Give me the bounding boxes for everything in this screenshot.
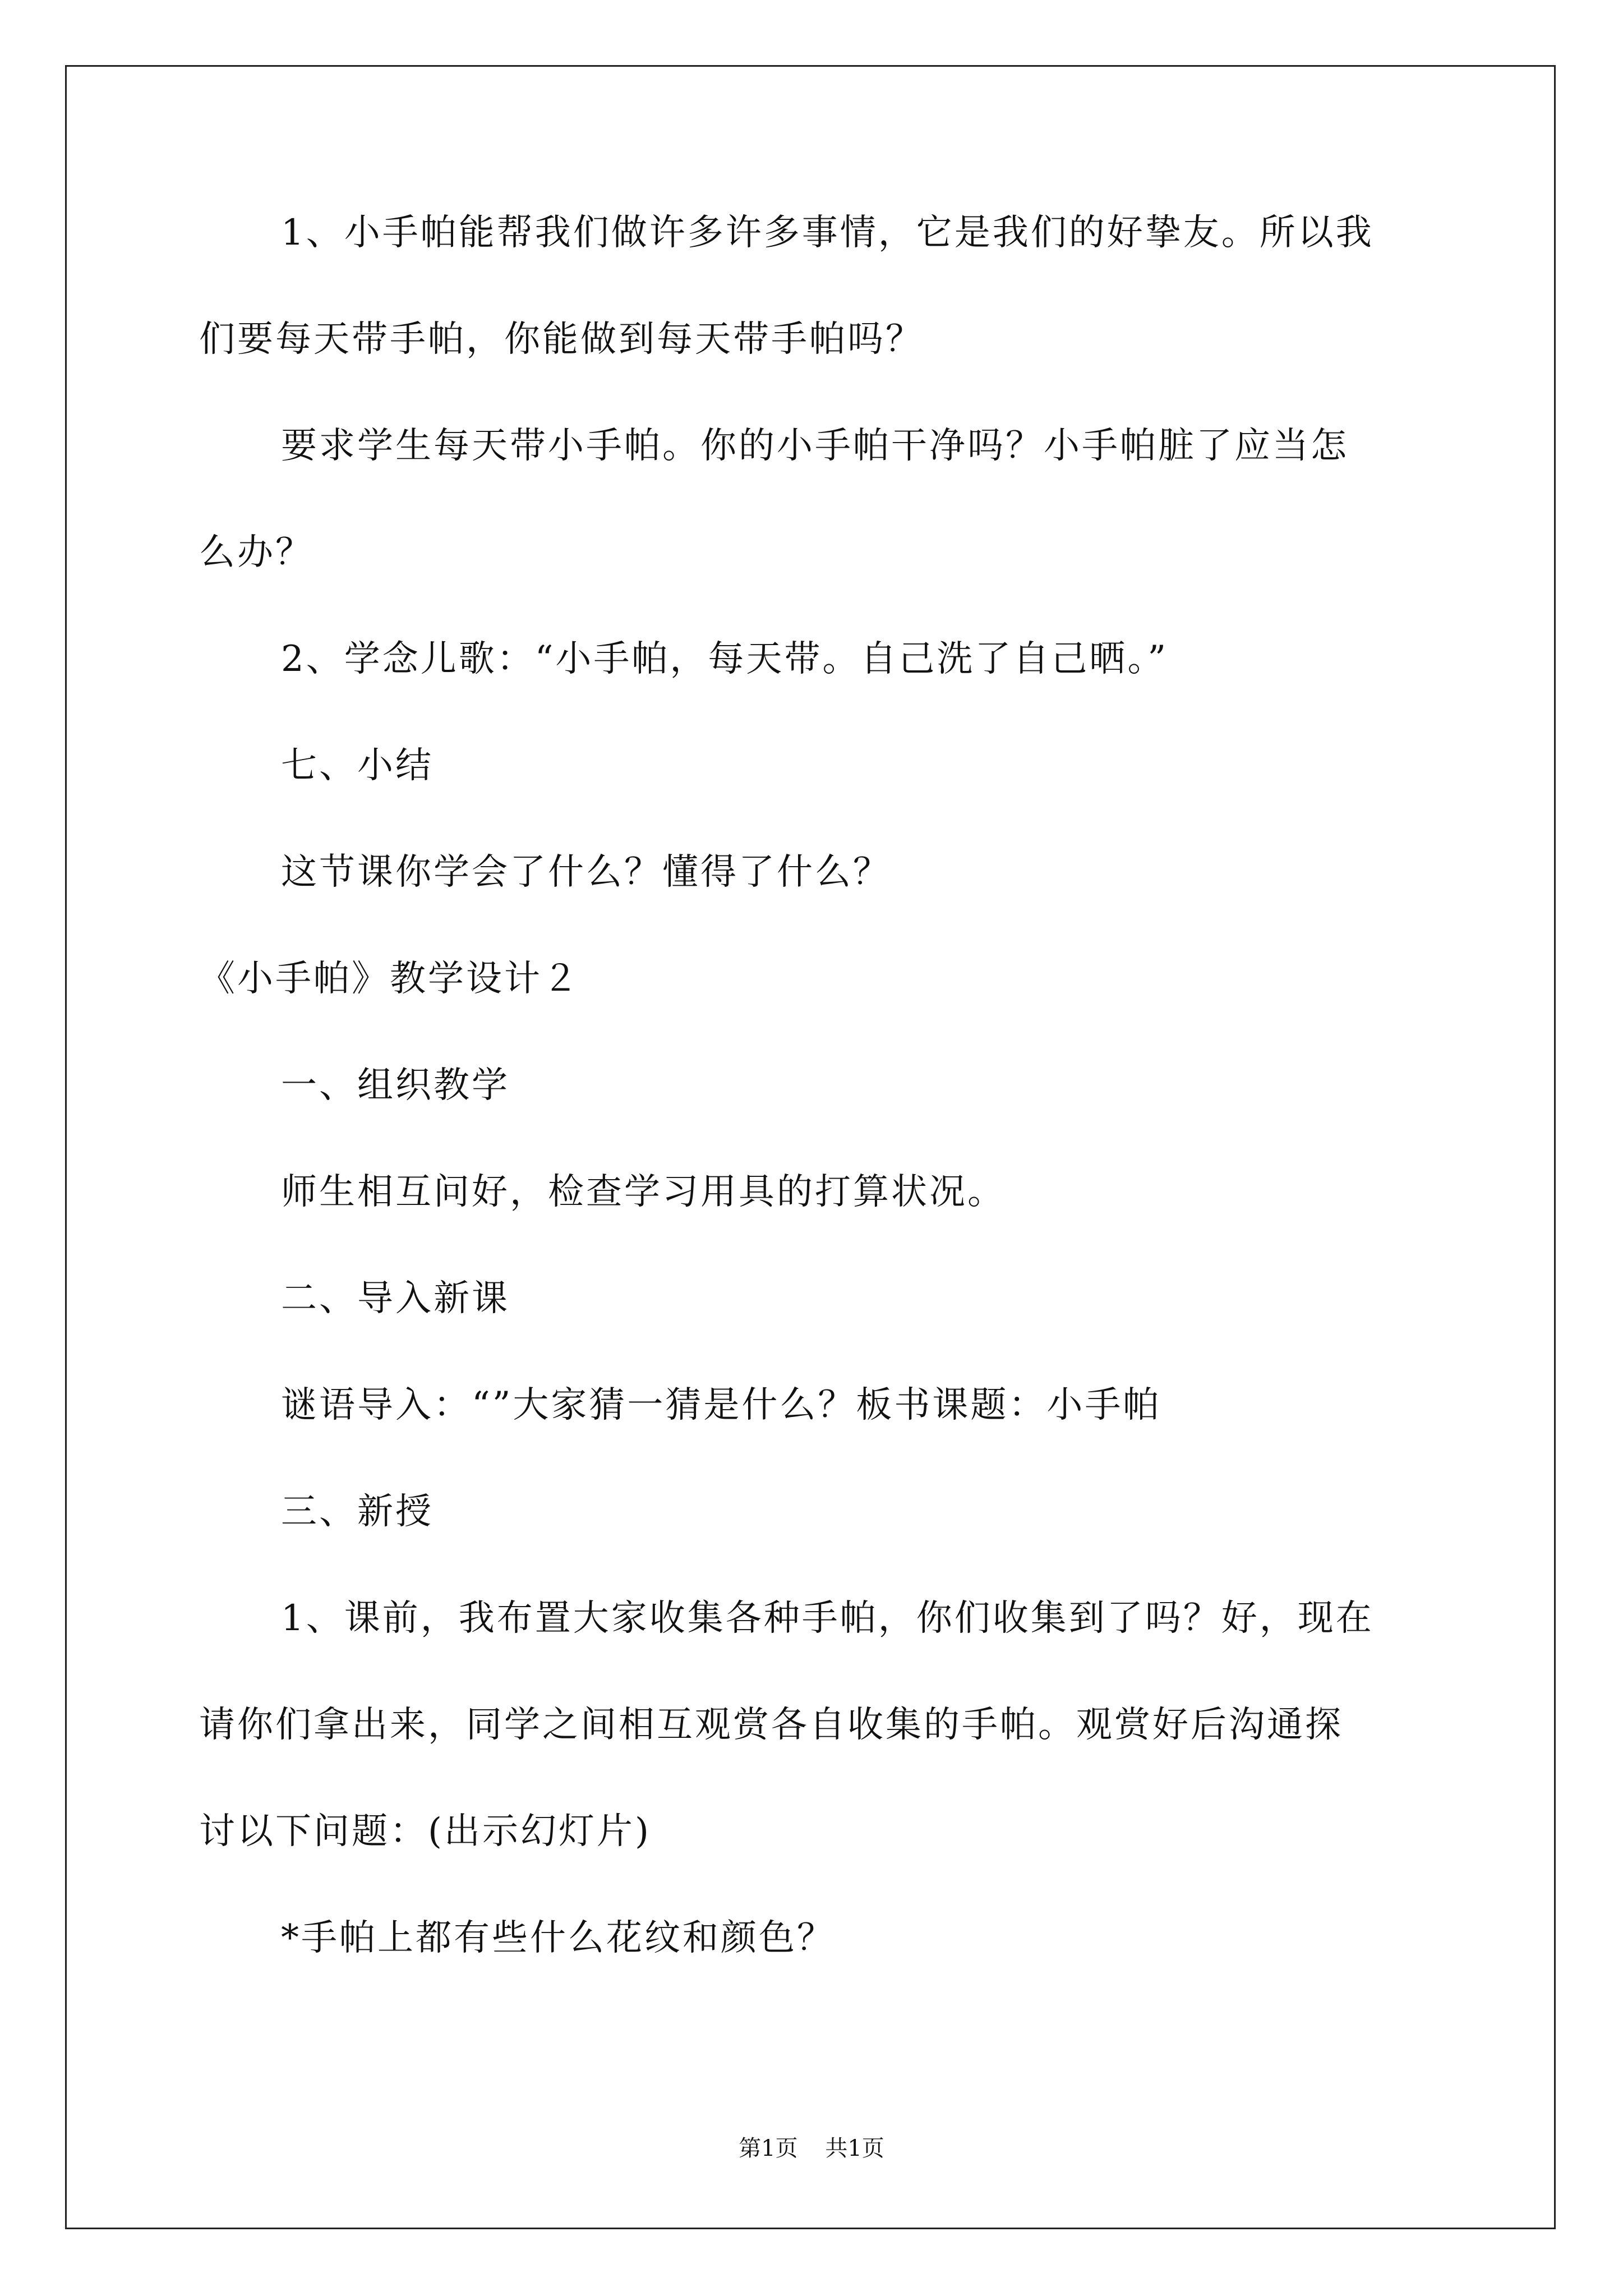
section-heading: 一、组织教学: [281, 1065, 510, 1106]
document-title: 《小手帕》教学设计２: [199, 958, 580, 1000]
paragraph-line: *手帕上都有些什么花纹和颜色？: [281, 1917, 835, 1959]
document-body: [199, 205, 1427, 2017]
paragraph-line: 要求学生每天带小手帕。你的小手帕干净吗？小手帕脏了应当怎: [281, 425, 1349, 467]
page-footer: [0, 2132, 1623, 2165]
paragraph-line: 们要每天带手帕，你能做到每天带手帕吗？: [199, 319, 924, 360]
paragraph-line: 2、学念儿歌：“小手帕，每天带。自己洗了自己晒。”: [281, 638, 1169, 680]
page-number: 第1页: [739, 2136, 798, 2161]
section-heading: 三、新授: [281, 1491, 434, 1533]
paragraph-line: 师生相互问好，检查学习用具的打算状况。: [281, 1171, 1006, 1213]
paragraph-line: 请你们拿出来，同学之间相互观赏各自收集的手帕。观赏好后沟通探: [199, 1704, 1343, 1746]
page-total: 共1页: [825, 2136, 884, 2161]
paragraph-line: 这节课你学会了什么？懂得了什么？: [281, 852, 891, 893]
paragraph-line: 1、小手帕能帮我们做许多许多事情，它是我们的好挚友。所以我: [281, 212, 1374, 254]
paragraph-line: 1、课前，我布置大家收集各种手帕，你们收集到了吗？好，现在: [281, 1598, 1374, 1639]
paragraph-line: 谜语导入：“”大家猜一猜是什么？板书课题：小手帕: [281, 1384, 1161, 1426]
paragraph-line: 么办？: [199, 532, 313, 573]
section-heading: 二、导入新课: [281, 1278, 510, 1319]
paragraph-line: 讨以下问题：(出示幻灯片): [199, 1811, 651, 1852]
section-heading: 七、小结: [281, 745, 434, 786]
